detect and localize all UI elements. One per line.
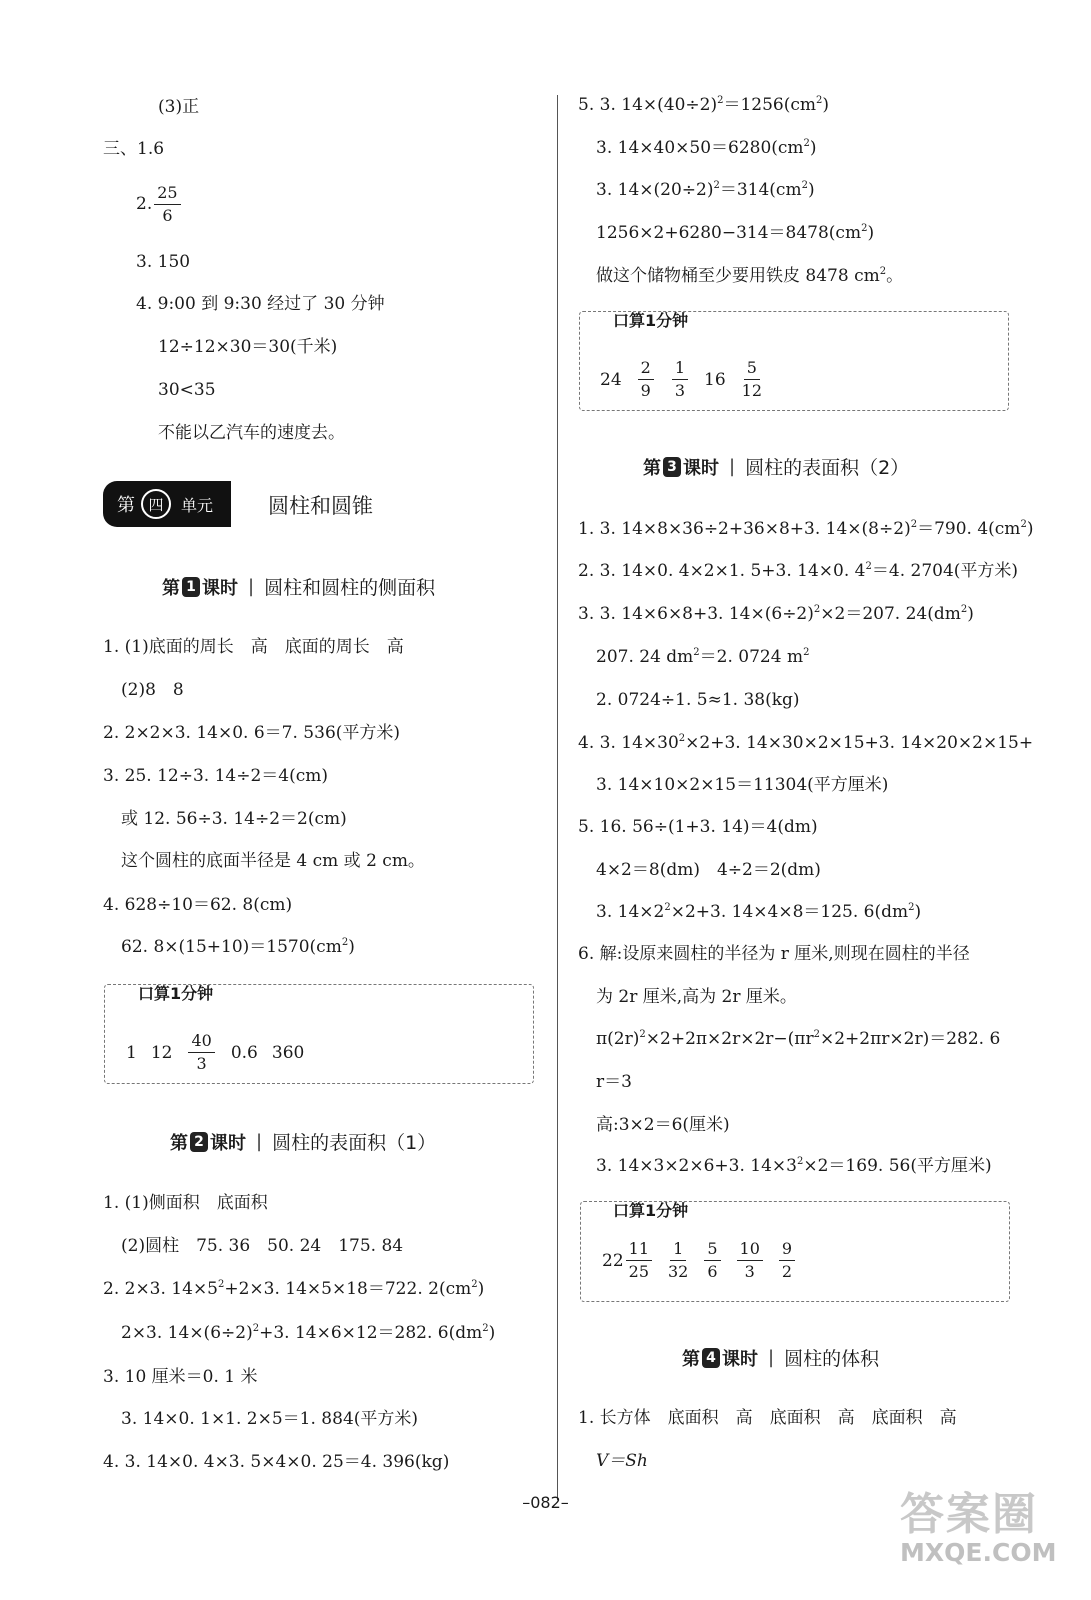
answer-line: $1256\times 2+6280-314=8478(cm^2)$ bbox=[596, 223, 875, 243]
box-title: 口算1分钟 bbox=[613, 311, 689, 330]
lesson-heading: 第 4 课时 | 圆柱的体积 bbox=[682, 1347, 880, 1370]
answer-line: 12÷12×30＝30(千米) bbox=[158, 337, 338, 357]
answer-line: 3. 14×10×2×15＝11304(平方厘米) bbox=[596, 775, 889, 795]
mental-math-answers: 22 $\frac{11}{25}$ $\frac{1}{32}$ $\frac{5}{6}$ $\frac{10}{3}$ $\frac{9}{2}$ bbox=[602, 1241, 797, 1280]
answer-line: 4. 3. 14×0. 4×3. 5×4×0. 25＝4. 396(kg) bbox=[103, 1452, 450, 1472]
box-title: 口算1分钟 bbox=[138, 984, 214, 1003]
answer-line: 这个圆柱的底面半径是 4 cm 或 2 cm。 bbox=[121, 851, 425, 871]
answer-line: 3. $14\times 2^2\times 2+3$. 14×4×8＝125. $6(dm^2)$ bbox=[596, 902, 922, 922]
watermark-logo: 答案圈 MXQE.COM bbox=[900, 1489, 1057, 1567]
answer-line: V＝Sh bbox=[596, 1451, 648, 1471]
answer-line: (2)8 8 bbox=[121, 680, 184, 700]
unit-number: 四 bbox=[141, 489, 171, 519]
answer-line: 1. (1)底面的周长 高 底面的周长 高 bbox=[103, 637, 404, 657]
column-divider bbox=[557, 95, 558, 1500]
answer-line: 2. 3. 14×0. 4×2×1. 5+3. 14×0. $4^2=4$. 2704(平方米) bbox=[578, 561, 1019, 581]
answer-line: 1. 3. 14×8×36÷2+36×8+3. $14\times(8\div 2)^2=790$. $4(cm^2)$ bbox=[578, 519, 1034, 539]
answer-line: (2)圆柱 75. 36 50. 24 175. 84 bbox=[121, 1236, 404, 1256]
fraction: $\frac{25}{6}$ bbox=[154, 185, 180, 224]
answer-line: 5. 16. 56÷(1+3. 14)＝4(dm) bbox=[578, 817, 818, 837]
answer-line: (3)正 bbox=[158, 97, 200, 117]
page-number: –082– bbox=[522, 1493, 569, 1512]
answer-line: 3. 14×3×2×6+3. $14\times 3^2\times 2=169$. 56(平方厘米) bbox=[596, 1156, 992, 1176]
answer-line: 做这个储物桶至少要用铁皮 8478 $cm^2$。 bbox=[596, 266, 904, 286]
answer-line: 3. 14×0. 1×1. 2×5＝1. 884(平方米) bbox=[121, 1409, 419, 1429]
answer-line: 4. 3. $14\times 30^2\times 2+3$. 14×30×2×15+3. 14×20×2×15+ bbox=[578, 733, 1034, 753]
answer-line: 1. 长方体 底面积 高 底面积 高 底面积 高 bbox=[578, 1408, 957, 1428]
answer-line: 3. $14\times(20\div 2)^2=314(cm^2)$ bbox=[596, 180, 815, 200]
answer-line: 30<35 bbox=[158, 380, 216, 400]
answer-line: 4×2＝8(dm) 4÷2＝2(dm) bbox=[596, 860, 821, 880]
answer-line: 3. 25. 12÷3. 14÷2＝4(cm) bbox=[103, 766, 328, 786]
answer-line: 或 12. 56÷3. 14÷2＝2(cm) bbox=[121, 809, 347, 829]
answer-line: 2. 0724÷1. 5≈1. 38(kg) bbox=[596, 690, 800, 710]
answer-line: 3. 150 bbox=[136, 252, 191, 272]
box-title: 口算1分钟 bbox=[613, 1201, 689, 1220]
answer-line: 4. 628÷10＝62. 8(cm) bbox=[103, 895, 293, 915]
answer-line: 4. 9:00 到 9:30 经过了 30 分钟 bbox=[136, 294, 385, 314]
answer-line: 6. 解:设原来圆柱的半径为 r 厘米,则现在圆柱的半径 bbox=[578, 944, 970, 964]
mental-math-answers: 24 $\frac{2}{9}$ $\frac{1}{3}$ 16 $\frac{5}{12}$ bbox=[600, 358, 763, 400]
answer-line: 2×3. $14\times(6\div 2)^2+3$. 14×6×12＝282. $6(dm^2)$ bbox=[121, 1323, 496, 1343]
answer-line: 3. 10 厘米＝0. 1 米 bbox=[103, 1367, 258, 1387]
answer-line: 不能以乙汽车的速度去。 bbox=[158, 423, 345, 443]
answer-line: 2. 2×3. $14\times 5^2+2\times 3$. 14×5×18＝722. $2(cm^2)$ bbox=[103, 1279, 485, 1299]
answer-line: 3. $14\times 40\times 50=6280(cm^2)$ bbox=[596, 138, 817, 158]
answer-line: 1. (1)侧面积 底面积 bbox=[103, 1193, 268, 1213]
lesson-heading: 第 1 课时 | 圆柱和圆柱的侧面积 bbox=[162, 576, 436, 599]
answer-prefix: 2. bbox=[136, 194, 153, 214]
answer-line: 3. 3. 14×6×8+3. $14\times(6\div 2)^2\times 2=207$. $24(dm^2)$ bbox=[578, 604, 974, 624]
answer-line: 2. 2×2×3. 14×0. 6＝7. 536(平方米) bbox=[103, 723, 401, 743]
answer-line: 高:3×2＝6(厘米) bbox=[596, 1115, 730, 1135]
lesson-heading: 第 3 课时 | 圆柱的表面积（2） bbox=[643, 456, 910, 479]
answer-line: $\pi(2r)^2\times 2+2\pi\times 2r\times 2r-(\pi r^2\times 2+2\pi r\times 2r)=282$. 6 bbox=[596, 1029, 1001, 1049]
unit-title: 圆柱和圆锥 bbox=[268, 494, 373, 518]
answer-line bbox=[136, 185, 183, 224]
unit-badge: 第 四 单元 bbox=[103, 481, 231, 527]
answer-line: r＝3 bbox=[596, 1072, 632, 1092]
mental-math-answers: 1 12 $\frac{40}{3}$ 0.6 360 bbox=[126, 1031, 305, 1073]
lesson-heading: 第 2 课时 | 圆柱的表面积（1） bbox=[170, 1131, 437, 1154]
answer-line: 5. 3. $14\times(40\div 2)^2=1256(cm^2)$ bbox=[578, 95, 830, 115]
answer-line: 三、1.6 bbox=[103, 139, 165, 159]
answer-line: 207. 24 $dm^2=2$. 0724 $m^2$ bbox=[596, 647, 810, 667]
answer-line: 为 2r 厘米,高为 2r 厘米。 bbox=[596, 987, 797, 1007]
answer-line: 62. $8\times(15+10)=1570(cm^2)$ bbox=[121, 937, 355, 957]
